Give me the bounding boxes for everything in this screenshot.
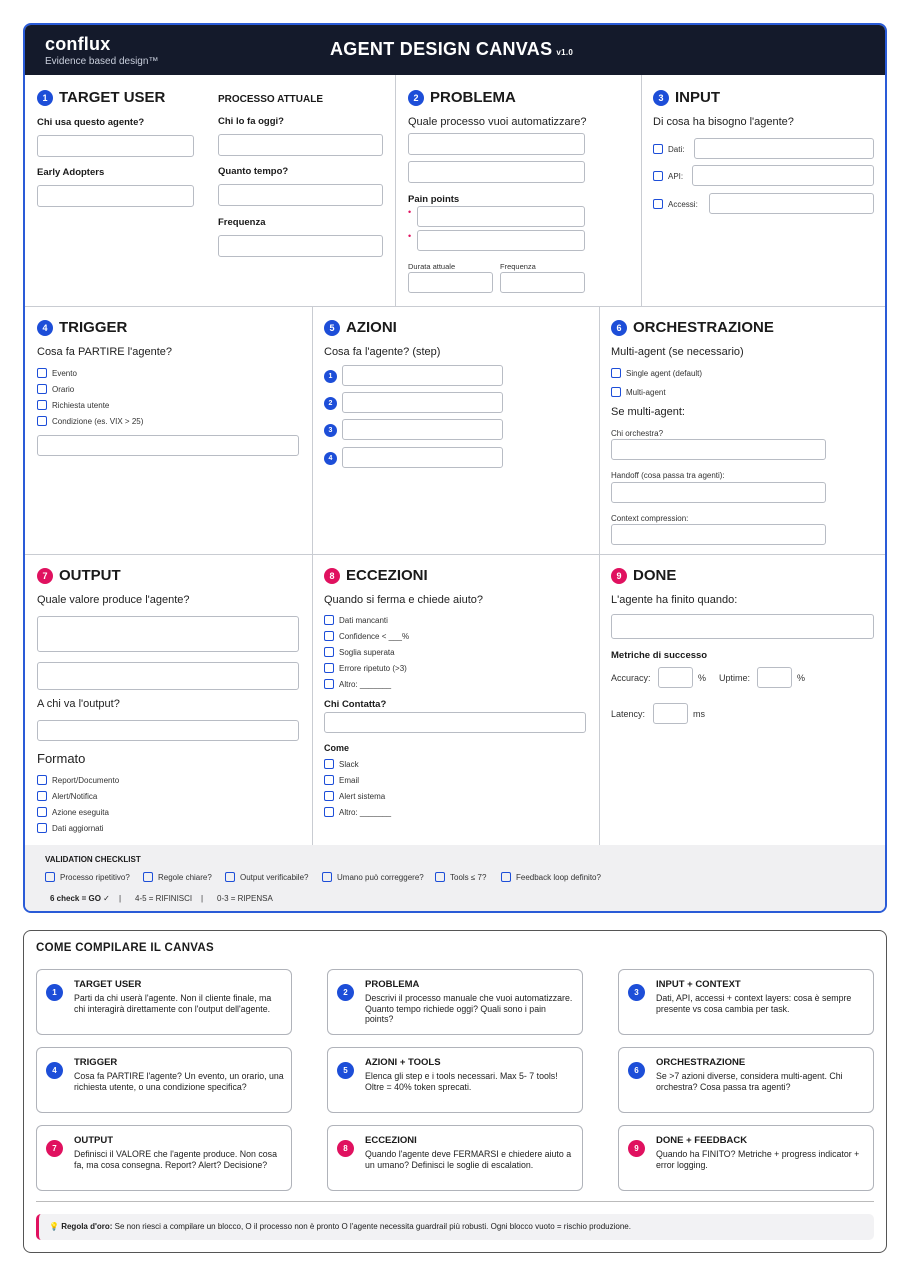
card-description: Cosa fa PARTIRE l'agente? Un evento, un orario, una richiesta utente, o una condizione specifica? [74,1071,284,1092]
accessi-input[interactable] [709,193,874,214]
divider [25,554,885,555]
section-number: 9 [611,568,627,584]
pain-point-input-1[interactable] [417,206,585,227]
card-title: ECCEZIONI [365,1135,417,1146]
card-number: 2 [337,984,354,1001]
orchestrazione-heading [611,319,774,336]
checkbox-label: Altro: _______ [339,807,392,817]
trigger-richiesta[interactable] [37,400,109,410]
agent-design-canvas [23,23,887,913]
problema-input-2[interactable] [408,161,585,183]
target-user-question: Chi usa questo agente? [37,117,145,128]
input-question: Di cosa ha bisogno l'agente? [653,116,794,128]
problema-question: Quale processo vuoi automatizzare? [408,116,587,128]
section-number: 4 [37,320,53,336]
pain-points-label: Pain points [408,194,460,205]
checkbox-icon [324,615,334,625]
card-description: Dati, API, accessi + context layers: cosa è sempre presente vs cosa cambia per task. [656,993,852,1014]
trigger-evento[interactable] [37,368,77,378]
section-number: 2 [408,90,424,106]
score-separator: | [201,894,204,903]
card-title: PROBLEMA [365,979,420,990]
frequenza-input[interactable] [500,272,585,293]
section-title: TRIGGER [59,319,128,336]
output-recipient-input[interactable] [37,720,299,741]
formato-label: Formato [37,751,86,766]
score-separator: | [119,894,122,903]
checkbox-icon [37,400,47,410]
section-title: OUTPUT [59,567,121,584]
section-number: 3 [653,90,669,106]
card-title: ORCHESTRAZIONE [656,1057,746,1068]
frequenza-input[interactable] [218,235,383,257]
uptime-label: Uptime: [719,673,751,683]
guide-card-input [618,969,874,1035]
output-value-input-2[interactable] [37,662,299,690]
orchestrazione-question: Multi-agent (se necessario) [611,346,744,358]
section-title: INPUT [675,89,720,106]
come-slack[interactable] [324,759,359,769]
step-number: 2 [324,397,337,410]
section-number: 5 [324,320,340,336]
check-feedback-loop[interactable] [501,872,601,882]
checkbox-icon [324,775,334,785]
score-rifinisci: 4-5 = RIFINISCI [135,894,193,903]
problema-input-1[interactable] [408,133,585,155]
title-text: AGENT DESIGN CANVAS [330,39,553,59]
checkbox-icon [324,759,334,769]
come-compilare-guide [23,930,887,1253]
come-email[interactable] [324,775,359,785]
checkbox-label: Email [339,775,360,785]
eccezione-soglia[interactable] [324,647,395,657]
validation-title: VALIDATION CHECKLIST [45,855,141,864]
durata-label: Durata attuale [408,262,456,271]
guide-card-done [618,1125,874,1191]
step-input-4[interactable] [342,447,503,468]
section-number: 1 [37,90,53,106]
uptime-input[interactable] [757,667,792,688]
eccezioni-question: Quando si ferma e chiede aiuto? [324,594,483,606]
step-number: 3 [324,424,337,437]
guide-card-eccezioni [327,1125,583,1191]
checkbox-label: Tools ≤ 7? [450,872,487,882]
accuracy-input[interactable] [658,667,693,688]
card-title: AZIONI + TOOLS [365,1057,441,1068]
card-number: 8 [337,1140,354,1157]
chi-orchestra-input[interactable] [611,439,826,460]
come-label: Come [324,743,350,753]
checkbox-icon [143,872,153,882]
checkbox-label: Confidence < ___% [339,631,410,641]
checkbox-label: Output verificabile? [240,872,309,882]
checkbox-icon [37,416,47,426]
trigger-input[interactable] [37,435,299,456]
eccezione-altro[interactable] [324,679,391,689]
checkbox-label: Alert/Notifica [52,791,98,801]
step-input-1[interactable] [342,365,503,386]
target-user-heading [37,89,165,106]
section-title: ECCEZIONI [346,567,428,584]
azioni-heading [324,319,397,336]
check-tools-limit[interactable] [435,872,486,882]
guide-card-target-user [36,969,292,1035]
section-number: 7 [37,568,53,584]
checkbox-icon [653,144,663,154]
quanto-tempo-label: Quanto tempo? [218,166,289,177]
card-description: Quando l'agente deve FERMARSI e chiedere aiuto a un umano? Definisci le soglie di escalation. [365,1149,572,1170]
score-go: 6 check = GO ✓ [50,894,110,903]
checkbox-icon [324,647,334,657]
checkbox-icon [322,872,332,882]
checkbox-icon [37,807,47,817]
step-input-2[interactable] [342,392,503,413]
chi-lo-fa-label: Chi lo fa oggi? [218,116,284,127]
checkbox-icon [324,631,334,641]
frequenza-label: Frequenza [500,262,536,271]
check-processo-ripetitivo[interactable] [45,872,130,882]
multi-agent-checkbox[interactable] [611,387,666,397]
checkbox-label: API: [668,171,684,181]
card-title: DONE + FEEDBACK [656,1135,748,1146]
validation-checklist [25,845,885,911]
card-title: TARGET USER [74,979,142,990]
card-number: 5 [337,1062,354,1079]
problema-heading [408,89,516,106]
card-description: Elenca gli step e i tools necessari. Max 5- 7 tools! Oltre = 40% token sprecati. [365,1071,558,1092]
card-description: Se >7 azioni diverse, considera multi-agent. Chi orchestra? Cosa passa tra agenti? [656,1071,843,1092]
card-description: Quando ha FINITO? Metriche + progress indicator + error logging. [656,1149,860,1170]
checkbox-icon [37,368,47,378]
guide-card-trigger [36,1047,292,1113]
checkbox-icon [37,775,47,785]
guide-card-orchestrazione [618,1047,874,1113]
trigger-condizione[interactable] [37,416,143,426]
formato-alert[interactable] [37,791,97,801]
checkbox-label: Accessi: [668,199,698,209]
checkbox-icon [324,807,334,817]
checkbox-label: Multi-agent [626,387,666,397]
latency-unit: ms [693,709,705,719]
card-number: 4 [46,1062,63,1079]
checkbox-label: Richiesta utente [52,400,110,410]
output-recipient-question: A chi va l'output? [37,698,120,710]
checkbox-icon [37,384,47,394]
checkbox-label: Soglia superata [339,647,395,657]
canvas-title [330,39,573,60]
golden-rule-text: Se non riesci a compilare un blocco, O il processo non è pronto O l'agente necessita guardrail più robusti. Ogni blocco vuoto = rischio produzione. [114,1222,631,1231]
check-regole-chiare[interactable] [143,872,212,882]
section-title: TARGET USER [59,89,166,106]
quanto-tempo-input[interactable] [218,184,383,206]
checkbox-icon [501,872,511,882]
context-compression-input[interactable] [611,524,826,545]
checkbox-label: Dati: [668,144,685,154]
chi-lo-fa-input[interactable] [218,134,383,156]
checkbox-label: Dati mancanti [339,615,388,625]
accuracy-unit: % [698,673,707,683]
section-title: PROBLEMA [430,89,516,106]
score-ripensa: 0-3 = RIPENSA [217,894,273,903]
divider [25,306,885,307]
checkbox-label: Feedback loop definito? [516,872,601,882]
single-agent-checkbox[interactable] [611,368,702,378]
chi-contatta-input[interactable] [324,712,586,733]
uptime-unit: % [797,673,806,683]
eccezioni-heading [324,567,428,584]
card-description: Parti da chi userà l'agente. Non il cliente finale, ma chi interagirà direttamente con l'output dell'agente. [74,993,272,1014]
card-title: OUTPUT [74,1135,114,1146]
done-question: L'agente ha finito quando: [611,594,738,606]
checkbox-label: Azione eseguita [52,807,109,817]
dati-checkbox[interactable] [653,144,684,154]
card-description: Definisci il VALORE che l'agente produce. Non cosa fa, ma cosa consegna. Report? Alert? Decisione? [74,1149,277,1170]
divider [599,306,600,845]
accessi-checkbox[interactable] [653,199,698,209]
context-compression-label: Context compression: [611,514,689,523]
eccezione-confidence[interactable] [324,631,409,641]
step-number: 1 [324,370,337,383]
checkbox-icon [324,679,334,689]
checkbox-icon [324,791,334,801]
latency-label: Latency: [611,709,646,719]
checkbox-icon [37,791,47,801]
section-title: DONE [633,567,677,584]
guide-card-output [36,1125,292,1191]
checkbox-icon [45,872,55,882]
checkbox-icon [611,387,621,397]
durata-input[interactable] [408,272,493,293]
azioni-question: Cosa fa l'agente? (step) [324,346,441,358]
card-title: TRIGGER [74,1057,118,1068]
golden-rule-label: Regola d'oro: [61,1222,113,1231]
canvas-header [25,25,885,75]
checkbox-label: Single agent (default) [626,368,703,378]
come-alert[interactable] [324,791,385,801]
golden-rule-box [36,1214,874,1240]
checkbox-label: Report/Documento [52,775,120,785]
early-adopters-input[interactable] [37,185,194,207]
logo-subtitle: Evidence based design™ [45,56,159,67]
api-input[interactable] [692,165,874,186]
eccezione-dati-mancanti[interactable] [324,615,388,625]
lightbulb-icon: 💡 [49,1222,59,1231]
output-question: Quale valore produce l'agente? [37,594,190,606]
section-number: 6 [611,320,627,336]
card-number: 9 [628,1140,645,1157]
latency-input[interactable] [653,703,688,724]
guide-title: COME COMPILARE IL CANVAS [36,942,215,954]
pain-bullet: • [408,207,412,217]
se-multi-agent-label: Se multi-agent: [611,406,685,418]
divider [36,1201,874,1202]
early-adopters-label: Early Adopters [37,167,105,178]
section-title: ORCHESTRAZIONE [633,319,774,336]
checkbox-label: Condizione (es. VIX > 25) [52,416,144,426]
checkbox-icon [37,823,47,833]
step-number: 4 [324,452,337,465]
section-number: 8 [324,568,340,584]
checkbox-label: Errore ripetuto (>3) [339,663,407,673]
checkbox-icon [225,872,235,882]
input-heading [653,89,720,106]
formato-report[interactable] [37,775,119,785]
card-description: Descrivi il processo manuale che vuoi automatizzare. Quanto tempo richiede oggi? Quali sono i pain points? [365,993,573,1024]
card-title: INPUT + CONTEXT [656,979,741,990]
eccezione-errore[interactable] [324,663,407,673]
card-number: 6 [628,1062,645,1079]
checkbox-label: Processo ripetitivo? [60,872,130,882]
check-umano-corregge[interactable] [322,872,424,882]
pain-bullet: • [408,231,412,241]
handoff-label: Handoff (cosa passa tra agenti): [611,471,725,480]
check-output-verificabile[interactable] [225,872,308,882]
done-heading [611,567,676,584]
step-input-3[interactable] [342,419,503,440]
trigger-orario[interactable] [37,384,74,394]
checkbox-label: Alert sistema [339,791,386,801]
chi-contatta-label: Chi Contatta? [324,699,387,710]
logo: conflux [45,34,111,54]
target-user-input[interactable] [37,135,194,157]
checkbox-icon [324,663,334,673]
trigger-question: Cosa fa PARTIRE l'agente? [37,346,172,358]
accuracy-label: Accuracy: [611,673,651,683]
checkbox-label: Umano può correggere? [337,872,424,882]
trigger-heading [37,319,127,336]
checkbox-label: Evento [52,368,77,378]
guide-card-problema [327,969,583,1035]
checkbox-label: Orario [52,384,75,394]
checkbox-label: Slack [339,759,359,769]
come-altro[interactable] [324,807,391,817]
pain-point-input-2[interactable] [417,230,585,251]
card-number: 7 [46,1140,63,1157]
section-title: AZIONI [346,319,397,336]
divider [312,306,313,845]
checkbox-icon [435,872,445,882]
checkbox-icon [611,368,621,378]
metriche-label: Metriche di successo [611,650,708,661]
divider [395,75,396,306]
checkbox-icon [653,199,663,209]
checkbox-label: Altro: _______ [339,679,392,689]
guide-card-azioni [327,1047,583,1113]
card-number: 3 [628,984,645,1001]
checkbox-label: Regole chiare? [158,872,212,882]
api-checkbox[interactable] [653,171,683,181]
formato-azione[interactable] [37,807,109,817]
dati-input[interactable] [694,138,874,159]
version-badge: v1.0 [556,48,574,57]
checkbox-icon [653,171,663,181]
done-input[interactable] [611,614,874,639]
output-value-input-1[interactable] [37,616,299,652]
frequenza-label: Frequenza [218,217,266,228]
processo-title: PROCESSO ATTUALE [218,94,324,105]
divider [641,75,642,306]
checkbox-label: Dati aggiornati [52,823,104,833]
handoff-input[interactable] [611,482,826,503]
card-number: 1 [46,984,63,1001]
chi-orchestra-label: Chi orchestra? [611,429,664,438]
output-heading [37,567,121,584]
formato-dati[interactable] [37,823,104,833]
